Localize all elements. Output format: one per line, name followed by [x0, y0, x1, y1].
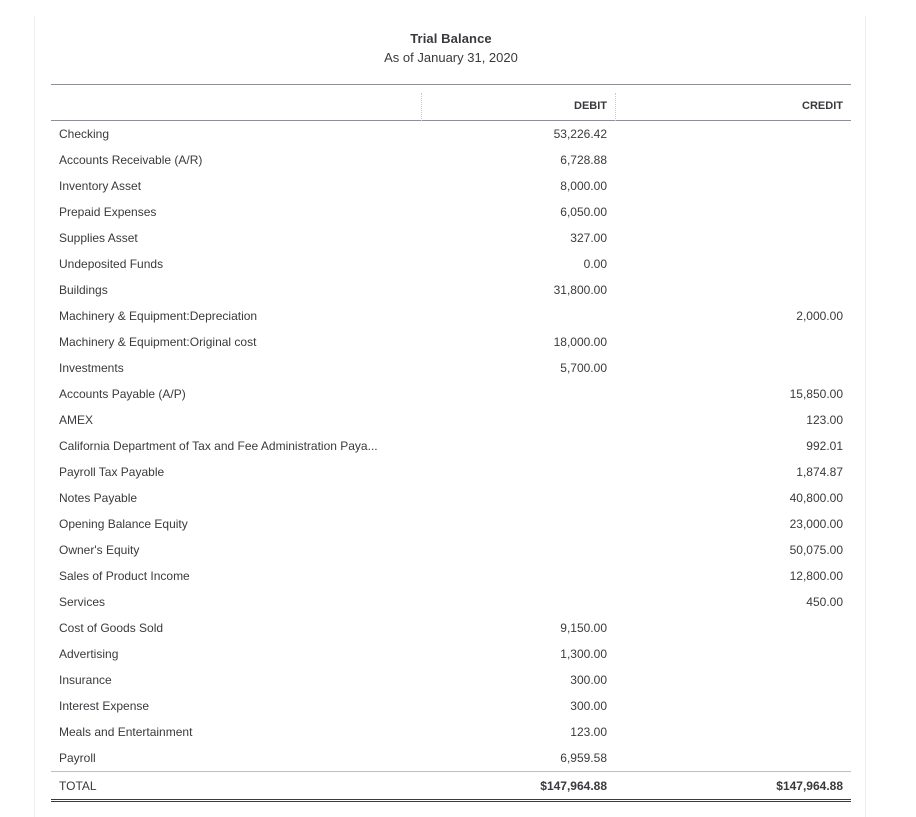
debit-amount[interactable]: 327.00 [570, 231, 607, 245]
credit-amount[interactable]: 2,000.00 [796, 309, 843, 323]
table-row [51, 485, 851, 511]
debit-amount[interactable]: 5,700.00 [560, 361, 607, 375]
table-row [51, 147, 851, 173]
table-row [51, 355, 851, 381]
credit-amount[interactable]: 12,800.00 [789, 569, 843, 583]
account-name: Machinery & Equipment:Original cost [59, 335, 257, 349]
report-subtitle: As of January 31, 2020 [384, 50, 518, 65]
debit-column-header[interactable]: DEBIT [574, 100, 607, 112]
column-divider [615, 93, 616, 121]
account-name: Notes Payable [59, 491, 138, 505]
table-row [51, 745, 851, 771]
table-row [51, 381, 851, 407]
table-row [51, 589, 851, 615]
debit-amount[interactable]: 31,800.00 [553, 283, 607, 297]
table-row [51, 433, 851, 459]
table-row [51, 225, 851, 251]
account-name: AMEX [59, 413, 94, 427]
credit-amount[interactable]: 1,874.87 [796, 465, 843, 479]
debit-amount[interactable]: 300.00 [570, 673, 607, 687]
total-credit[interactable]: $147,964.88 [776, 779, 843, 793]
account-name: Accounts Receivable (A/R) [59, 153, 203, 167]
account-name: Inventory Asset [59, 179, 142, 193]
credit-amount[interactable]: 15,850.00 [789, 387, 843, 401]
table-row [51, 537, 851, 563]
account-name: Insurance [59, 673, 112, 687]
account-name: Opening Balance Equity [59, 517, 188, 531]
table-row [51, 303, 851, 329]
table-row [51, 251, 851, 277]
debit-amount[interactable]: 8,000.00 [560, 179, 607, 193]
account-name: Payroll Tax Payable [59, 465, 165, 479]
table-row [51, 641, 851, 667]
account-name: Accounts Payable (A/P) [59, 387, 186, 401]
account-name: Sales of Product Income [59, 569, 190, 583]
debit-amount[interactable]: 1,300.00 [560, 647, 607, 661]
table-header [51, 84, 851, 121]
account-name: Supplies Asset [59, 231, 138, 245]
table-row [51, 277, 851, 303]
trial-balance-table [51, 84, 851, 802]
account-name: Cost of Goods Sold [59, 621, 164, 635]
debit-amount[interactable]: 18,000.00 [553, 335, 607, 349]
credit-amount[interactable]: 123.00 [806, 413, 843, 427]
table-row [51, 667, 851, 693]
table-row [51, 719, 851, 745]
table-row [51, 121, 851, 147]
total-double-underline [51, 799, 851, 802]
account-name: Undeposited Funds [59, 257, 164, 271]
account-name: Investments [59, 361, 124, 375]
debit-amount[interactable]: 300.00 [570, 699, 607, 713]
credit-amount[interactable]: 992.01 [806, 439, 843, 453]
account-name: Advertising [59, 647, 119, 661]
debit-amount[interactable]: 9,150.00 [560, 621, 607, 635]
credit-amount[interactable]: 23,000.00 [789, 517, 843, 531]
account-name: Buildings [59, 283, 108, 297]
account-name: California Department of Tax and Fee Administration Paya... [59, 439, 378, 453]
report-title: Trial Balance [410, 31, 492, 46]
table-row [51, 407, 851, 433]
table-row [51, 173, 851, 199]
total-debit[interactable]: $147,964.88 [540, 779, 607, 793]
table-row [51, 511, 851, 537]
total-row [51, 771, 851, 799]
debit-amount[interactable]: 53,226.42 [553, 127, 607, 141]
account-name: Checking [59, 127, 110, 141]
account-name: Interest Expense [59, 699, 150, 713]
debit-amount[interactable]: 123.00 [570, 725, 607, 739]
debit-amount[interactable]: 0.00 [583, 257, 607, 271]
debit-amount[interactable]: 6,728.88 [560, 153, 607, 167]
total-label: TOTAL [59, 779, 97, 793]
account-name: Machinery & Equipment:Depreciation [59, 309, 258, 323]
credit-amount[interactable]: 450.00 [806, 595, 843, 609]
account-name: Prepaid Expenses [59, 205, 157, 219]
table-row [51, 563, 851, 589]
account-name: Owner's Equity [59, 543, 140, 557]
credit-amount[interactable]: 50,075.00 [789, 543, 843, 557]
account-name: Meals and Entertainment [59, 725, 193, 739]
table-row [51, 329, 851, 355]
column-divider [421, 93, 422, 121]
table-row [51, 693, 851, 719]
debit-amount[interactable]: 6,050.00 [560, 205, 607, 219]
table-row [51, 459, 851, 485]
table-row [51, 615, 851, 641]
trial-balance-report [34, 16, 866, 817]
account-name: Payroll [59, 751, 96, 765]
account-name: Services [59, 595, 106, 609]
credit-amount[interactable]: 40,800.00 [789, 491, 843, 505]
table-body [51, 121, 851, 771]
credit-column-header[interactable]: CREDIT [802, 100, 843, 112]
debit-amount[interactable]: 6,959.58 [560, 751, 607, 765]
table-row [51, 199, 851, 225]
